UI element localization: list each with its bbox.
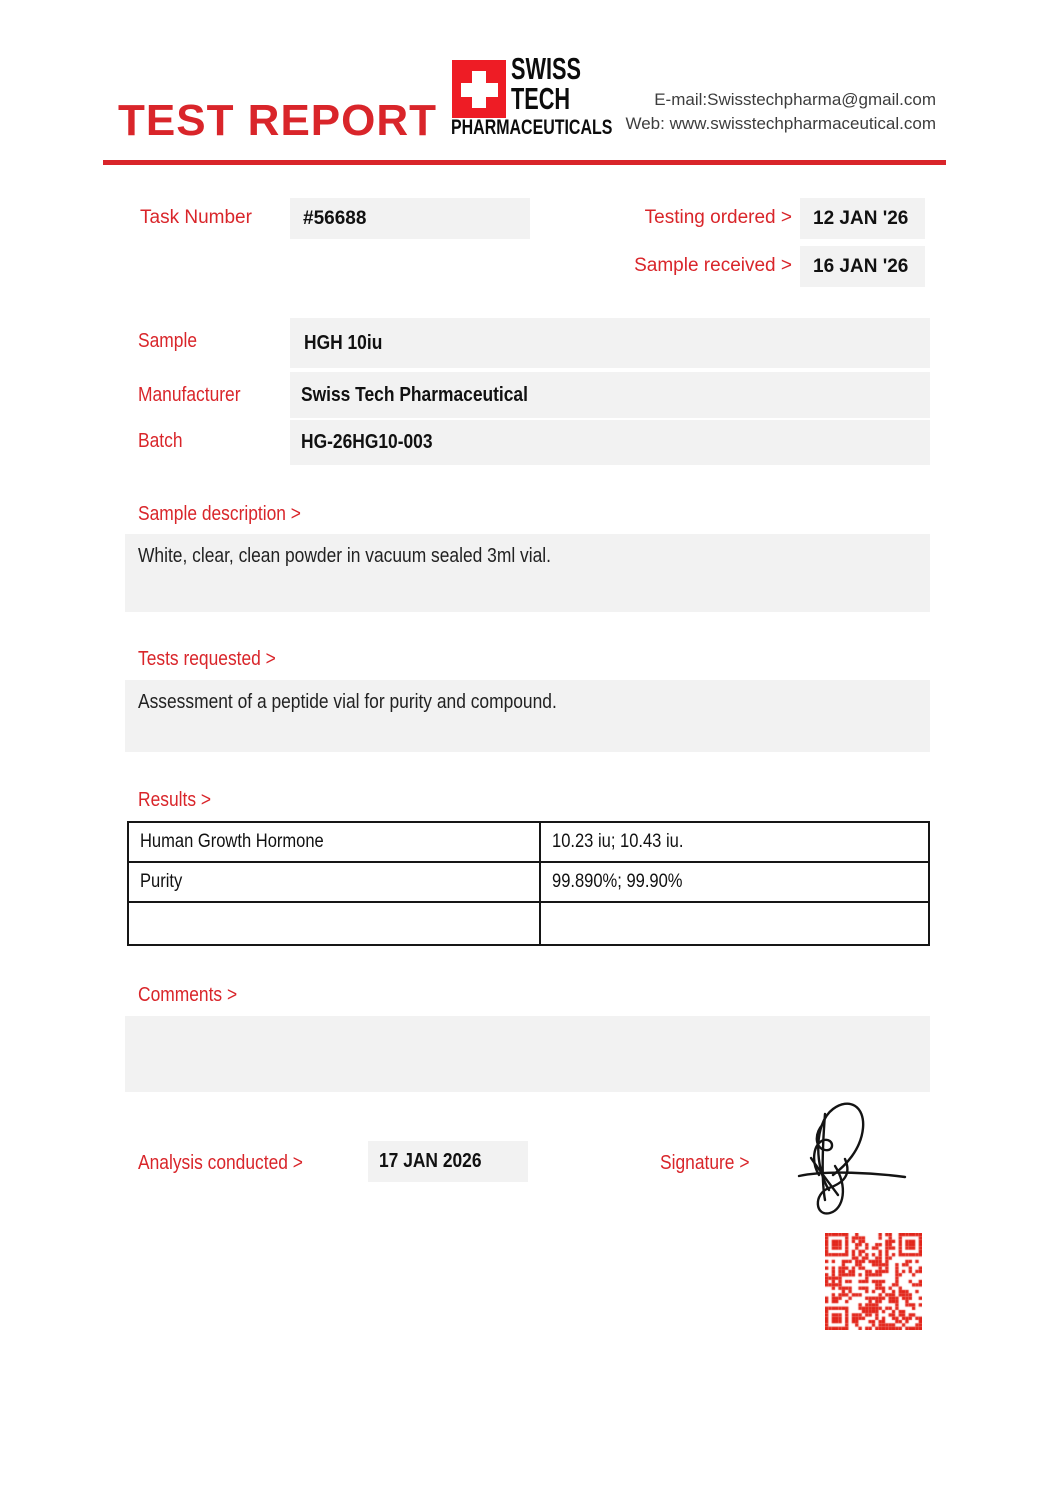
sample-value: HGH 10iu xyxy=(304,332,383,354)
sample-description-text: White, clear, clean powder in vacuum sealed 3ml vial. xyxy=(138,545,551,567)
swiss-cross-icon xyxy=(452,60,506,118)
batch-value-box xyxy=(290,420,930,465)
result-value-cell: 10.23 iu; 10.43 iu. xyxy=(540,822,929,862)
logo-line-pharmaceuticals: PHARMACEUTICALS xyxy=(451,116,613,139)
analysis-conducted-label: Analysis conducted > xyxy=(138,1152,303,1174)
contact-block xyxy=(625,88,936,136)
result-value-cell: 99.890%; 99.90% xyxy=(540,862,929,902)
page-title: TEST REPORT xyxy=(118,96,438,145)
sample-value-box xyxy=(290,318,930,368)
result-name-cell xyxy=(128,902,540,945)
tests-requested-label: Tests requested > xyxy=(138,648,276,670)
result-name-cell: Purity xyxy=(128,862,540,902)
logo-line-tech: TECH xyxy=(511,81,571,116)
testing-ordered-value: 12 JAN '26 xyxy=(800,198,925,239)
comments-box xyxy=(125,1016,930,1092)
sample-description-box xyxy=(125,534,930,612)
tests-requested-text: Assessment of a peptide vial for purity and compound. xyxy=(138,691,557,713)
table-row xyxy=(128,862,929,902)
task-number-value: #56688 xyxy=(290,198,530,239)
manufacturer-label: Manufacturer xyxy=(138,384,241,406)
task-number-label: Task Number xyxy=(140,207,252,228)
email-line: E-mail:Swisstechpharma@gmail.com xyxy=(654,90,936,109)
manufacturer-value-box xyxy=(290,372,930,418)
signature-image xyxy=(785,1096,920,1226)
testing-ordered-label: Testing ordered > xyxy=(644,207,792,228)
tests-requested-box xyxy=(125,680,930,752)
comments-label: Comments > xyxy=(138,984,238,1006)
web-line: Web: www.swisstechpharmaceutical.com xyxy=(625,114,936,133)
batch-value: HG-26HG10-003 xyxy=(301,431,433,453)
sample-label: Sample xyxy=(138,330,197,352)
logo-wordmark xyxy=(511,51,581,116)
sample-received-value: 16 JAN '26 xyxy=(800,246,925,287)
signature-label: Signature > xyxy=(660,1152,750,1174)
header-divider xyxy=(103,160,946,165)
table-row xyxy=(128,822,929,862)
qr-code-icon xyxy=(825,1233,922,1330)
logo-line-swiss: SWISS xyxy=(511,51,581,86)
result-name-cell: Human Growth Hormone xyxy=(128,822,540,862)
results-label: Results > xyxy=(138,789,212,811)
company-logo xyxy=(451,51,613,147)
table-row xyxy=(128,902,929,945)
sample-received-label: Sample received > xyxy=(634,255,792,276)
analysis-date-value: 17 JAN 2026 xyxy=(368,1141,528,1182)
result-value-cell xyxy=(540,902,929,945)
manufacturer-value: Swiss Tech Pharmaceutical xyxy=(301,384,528,406)
sample-description-label: Sample description > xyxy=(138,503,301,525)
results-table xyxy=(127,821,930,946)
batch-label: Batch xyxy=(138,430,183,452)
